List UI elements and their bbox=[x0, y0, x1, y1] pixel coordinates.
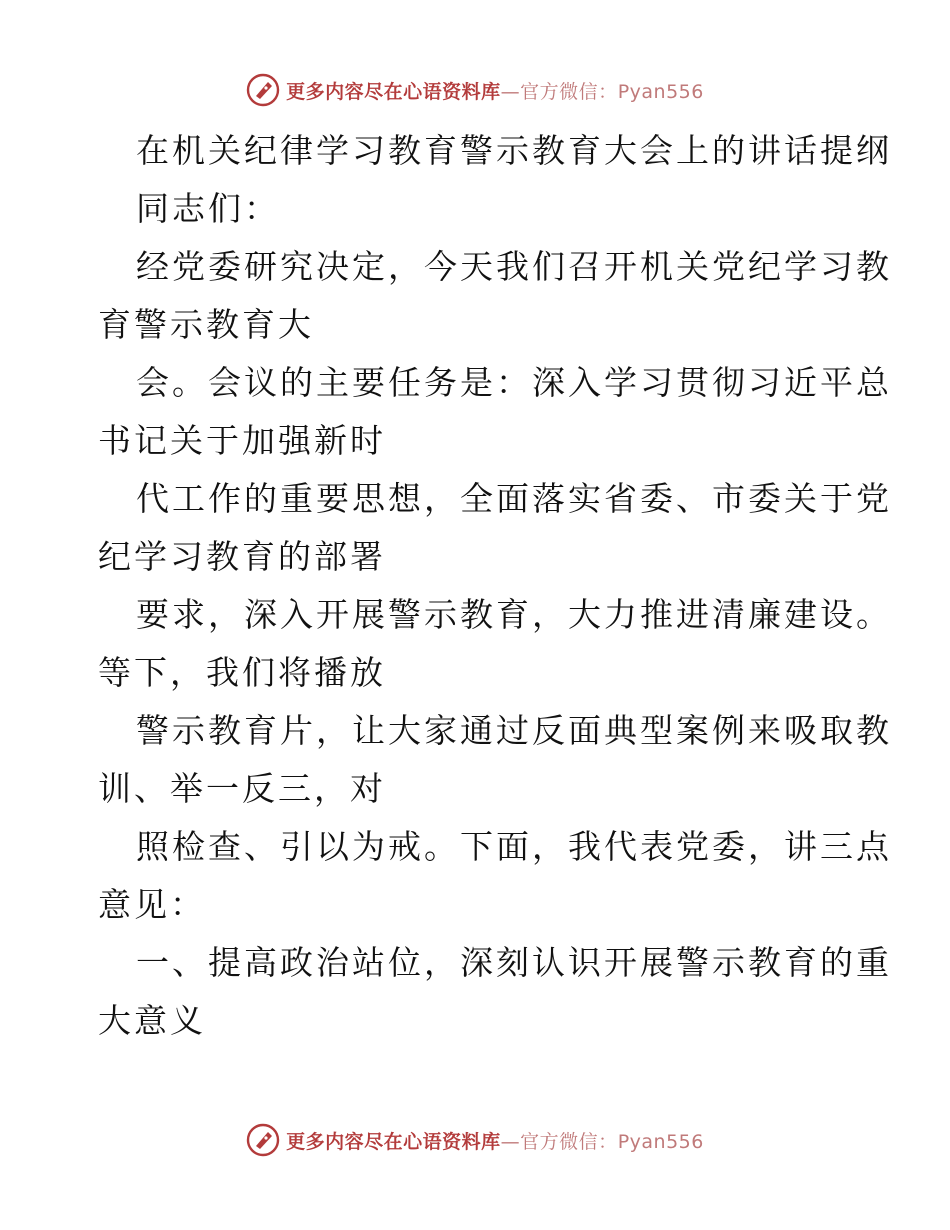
document-line: 照检查、引以为戒。下面，我代表党委，讲三点 bbox=[136, 827, 892, 866]
header-watermark bbox=[0, 70, 950, 110]
document-line: 等下，我们将播放 bbox=[98, 653, 386, 692]
pen-nib-logo-icon bbox=[246, 1123, 280, 1157]
document-line: 意见： bbox=[98, 885, 206, 924]
document-line: 警示教育片，让大家通过反面典型案例来吸取教 bbox=[136, 711, 892, 750]
document-line: 训、举一反三，对 bbox=[98, 769, 386, 808]
document-line: 书记关于加强新时 bbox=[98, 421, 386, 460]
document-line: 育警示教育大 bbox=[98, 305, 314, 344]
document-line: 要求，深入开展警示教育，大力推进清廉建设。 bbox=[136, 595, 892, 634]
watermark-separator: — bbox=[500, 80, 521, 103]
document-line: 大意义 bbox=[98, 1001, 206, 1040]
document-line: 一、提高政治站位，深刻认识开展警示教育的重 bbox=[136, 943, 892, 982]
document-body bbox=[98, 122, 892, 1050]
watermark-text bbox=[286, 77, 704, 104]
document-line: 同志们： bbox=[136, 189, 280, 228]
watermark-brand: 更多内容尽在心语资料库 bbox=[286, 1130, 501, 1153]
watermark-wechat-id: Pyan556 bbox=[617, 80, 704, 103]
watermark-brand: 更多内容尽在心语资料库 bbox=[286, 80, 501, 103]
watermark-official: 官方微信： bbox=[520, 1130, 618, 1153]
pen-nib-logo-icon bbox=[246, 73, 280, 107]
watermark-text bbox=[286, 1127, 704, 1154]
document-line: 在机关纪律学习教育警示教育大会上的讲话提纲 bbox=[136, 131, 892, 170]
document-line: 代工作的重要思想，全面落实省委、市委关于党 bbox=[136, 479, 892, 518]
document-line: 纪学习教育的部署 bbox=[98, 537, 386, 576]
watermark-separator: — bbox=[500, 1130, 521, 1153]
document-line: 会。会议的主要任务是：深入学习贯彻习近平总 bbox=[136, 363, 892, 402]
watermark-official: 官方微信： bbox=[520, 80, 618, 103]
document-line: 经党委研究决定，今天我们召开机关党纪学习教 bbox=[136, 247, 892, 286]
footer-watermark bbox=[0, 1120, 950, 1160]
watermark-wechat-id: Pyan556 bbox=[617, 1130, 704, 1153]
